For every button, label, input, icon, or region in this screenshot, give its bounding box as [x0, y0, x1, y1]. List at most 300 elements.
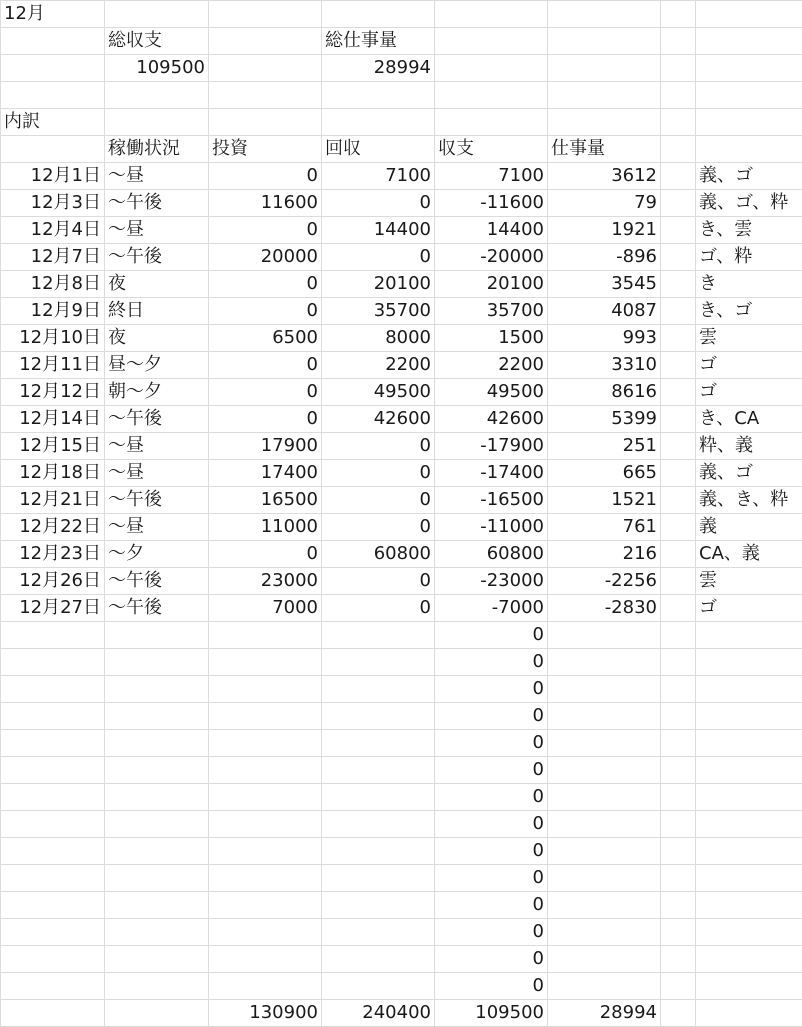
- empty-cell[interactable]: [548, 109, 661, 136]
- empty-cell[interactable]: [696, 82, 802, 109]
- empty-cell[interactable]: [696, 55, 802, 82]
- empty-cell[interactable]: [1, 649, 105, 676]
- note-cell[interactable]: き: [696, 271, 802, 298]
- empty-cell[interactable]: [209, 28, 322, 55]
- empty-cell[interactable]: [1, 622, 105, 649]
- empty-cell[interactable]: [661, 730, 696, 757]
- empty-cell[interactable]: [548, 892, 661, 919]
- empty-cell[interactable]: [696, 703, 802, 730]
- empty-cell[interactable]: [548, 838, 661, 865]
- note-cell[interactable]: ゴ: [696, 379, 802, 406]
- empty-cell[interactable]: [696, 676, 802, 703]
- date-cell[interactable]: 12月12日: [1, 379, 105, 406]
- empty-cell[interactable]: [661, 298, 696, 325]
- empty-cell[interactable]: [209, 784, 322, 811]
- empty-cell[interactable]: [105, 649, 209, 676]
- empty-cell[interactable]: [105, 757, 209, 784]
- empty-cell[interactable]: [661, 487, 696, 514]
- balance-cell[interactable]: 49500: [435, 379, 548, 406]
- recovery-cell[interactable]: 60800: [322, 541, 435, 568]
- empty-cell[interactable]: [548, 811, 661, 838]
- empty-cell[interactable]: [105, 838, 209, 865]
- empty-cell[interactable]: [661, 406, 696, 433]
- work-cell[interactable]: -2256: [548, 568, 661, 595]
- investment-cell[interactable]: 11600: [209, 190, 322, 217]
- empty-cell[interactable]: [661, 271, 696, 298]
- empty-cell[interactable]: [661, 460, 696, 487]
- empty-cell[interactable]: [209, 730, 322, 757]
- balance-cell[interactable]: 0: [435, 757, 548, 784]
- note-cell[interactable]: き、ゴ: [696, 298, 802, 325]
- investment-cell[interactable]: 17900: [209, 433, 322, 460]
- empty-cell[interactable]: [105, 82, 209, 109]
- empty-cell[interactable]: [696, 919, 802, 946]
- status-cell[interactable]: 昼〜夕: [105, 352, 209, 379]
- status-cell[interactable]: 夜: [105, 271, 209, 298]
- date-cell[interactable]: 12月7日: [1, 244, 105, 271]
- investment-cell[interactable]: 0: [209, 541, 322, 568]
- balance-cell[interactable]: 0: [435, 811, 548, 838]
- work-cell[interactable]: -2830: [548, 595, 661, 622]
- status-cell[interactable]: 〜昼: [105, 514, 209, 541]
- empty-cell[interactable]: [661, 595, 696, 622]
- empty-cell[interactable]: [696, 649, 802, 676]
- date-cell[interactable]: 12月1日: [1, 163, 105, 190]
- balance-cell[interactable]: 0: [435, 892, 548, 919]
- investment-cell[interactable]: 20000: [209, 244, 322, 271]
- note-cell[interactable]: 義、ゴ、粋: [696, 190, 802, 217]
- investment-cell[interactable]: 0: [209, 217, 322, 244]
- balance-cell[interactable]: 0: [435, 622, 548, 649]
- balance-cell[interactable]: -11000: [435, 514, 548, 541]
- empty-cell[interactable]: [696, 946, 802, 973]
- investment-cell[interactable]: 0: [209, 298, 322, 325]
- empty-cell[interactable]: [696, 757, 802, 784]
- balance-cell[interactable]: 1500: [435, 325, 548, 352]
- total-work-cell[interactable]: 28994: [548, 1000, 661, 1027]
- balance-cell[interactable]: 0: [435, 784, 548, 811]
- date-cell[interactable]: 12月14日: [1, 406, 105, 433]
- balance-cell[interactable]: 14400: [435, 217, 548, 244]
- work-cell[interactable]: 3612: [548, 163, 661, 190]
- empty-cell[interactable]: [105, 1000, 209, 1027]
- balance-cell[interactable]: -20000: [435, 244, 548, 271]
- work-cell[interactable]: 1521: [548, 487, 661, 514]
- empty-cell[interactable]: [1, 1000, 105, 1027]
- balance-cell[interactable]: 42600: [435, 406, 548, 433]
- empty-cell[interactable]: [1, 757, 105, 784]
- empty-cell[interactable]: [1, 55, 105, 82]
- empty-cell[interactable]: [661, 1000, 696, 1027]
- empty-cell[interactable]: [322, 865, 435, 892]
- empty-cell[interactable]: [1, 838, 105, 865]
- empty-cell[interactable]: [435, 55, 548, 82]
- empty-cell[interactable]: [548, 865, 661, 892]
- empty-cell[interactable]: [661, 676, 696, 703]
- status-cell[interactable]: 〜午後: [105, 568, 209, 595]
- empty-cell[interactable]: [1, 973, 105, 1000]
- work-cell[interactable]: 216: [548, 541, 661, 568]
- empty-cell[interactable]: [435, 28, 548, 55]
- work-cell[interactable]: 1921: [548, 217, 661, 244]
- recovery-cell[interactable]: 14400: [322, 217, 435, 244]
- empty-cell[interactable]: [435, 109, 548, 136]
- date-cell[interactable]: 12月10日: [1, 325, 105, 352]
- empty-cell[interactable]: [1, 811, 105, 838]
- empty-cell[interactable]: [696, 973, 802, 1000]
- month-cell[interactable]: 12月: [1, 1, 105, 28]
- empty-cell[interactable]: [105, 784, 209, 811]
- empty-cell[interactable]: [548, 55, 661, 82]
- empty-cell[interactable]: [696, 109, 802, 136]
- empty-cell[interactable]: [105, 622, 209, 649]
- empty-cell[interactable]: [105, 109, 209, 136]
- empty-cell[interactable]: [209, 82, 322, 109]
- empty-cell[interactable]: [661, 892, 696, 919]
- empty-cell[interactable]: [548, 649, 661, 676]
- status-cell[interactable]: 朝〜夕: [105, 379, 209, 406]
- empty-cell[interactable]: [661, 946, 696, 973]
- empty-cell[interactable]: [696, 1, 802, 28]
- empty-cell[interactable]: [105, 892, 209, 919]
- recovery-cell[interactable]: 7100: [322, 163, 435, 190]
- empty-cell[interactable]: [661, 838, 696, 865]
- empty-cell[interactable]: [1, 28, 105, 55]
- empty-cell[interactable]: [548, 676, 661, 703]
- empty-cell[interactable]: [661, 163, 696, 190]
- empty-cell[interactable]: [1, 946, 105, 973]
- empty-cell[interactable]: [322, 109, 435, 136]
- empty-cell[interactable]: [1, 703, 105, 730]
- empty-cell[interactable]: [105, 1, 209, 28]
- work-cell[interactable]: 79: [548, 190, 661, 217]
- total-income-value[interactable]: 109500: [105, 55, 209, 82]
- work-cell[interactable]: 8616: [548, 379, 661, 406]
- balance-cell[interactable]: -17900: [435, 433, 548, 460]
- empty-cell[interactable]: [661, 325, 696, 352]
- empty-cell[interactable]: [435, 1, 548, 28]
- empty-cell[interactable]: [661, 622, 696, 649]
- empty-cell[interactable]: [322, 919, 435, 946]
- empty-cell[interactable]: [322, 892, 435, 919]
- date-cell[interactable]: 12月3日: [1, 190, 105, 217]
- empty-cell[interactable]: [209, 919, 322, 946]
- empty-cell[interactable]: [209, 1, 322, 28]
- empty-cell[interactable]: [209, 946, 322, 973]
- empty-cell[interactable]: [548, 973, 661, 1000]
- empty-cell[interactable]: [661, 568, 696, 595]
- empty-cell[interactable]: [548, 1, 661, 28]
- work-cell[interactable]: 993: [548, 325, 661, 352]
- empty-cell[interactable]: [322, 676, 435, 703]
- balance-cell[interactable]: 0: [435, 730, 548, 757]
- empty-cell[interactable]: [209, 892, 322, 919]
- empty-cell[interactable]: [661, 217, 696, 244]
- empty-cell[interactable]: [548, 730, 661, 757]
- recovery-cell[interactable]: 8000: [322, 325, 435, 352]
- empty-cell[interactable]: [322, 622, 435, 649]
- note-cell[interactable]: CA、義: [696, 541, 802, 568]
- empty-cell[interactable]: [661, 352, 696, 379]
- empty-cell[interactable]: [322, 82, 435, 109]
- empty-cell[interactable]: [209, 55, 322, 82]
- date-cell[interactable]: 12月22日: [1, 514, 105, 541]
- date-cell[interactable]: 12月8日: [1, 271, 105, 298]
- empty-cell[interactable]: [661, 649, 696, 676]
- empty-cell[interactable]: [661, 541, 696, 568]
- date-cell[interactable]: 12月21日: [1, 487, 105, 514]
- empty-cell[interactable]: [1, 865, 105, 892]
- empty-cell[interactable]: [209, 109, 322, 136]
- status-cell[interactable]: 〜午後: [105, 595, 209, 622]
- empty-cell[interactable]: [661, 55, 696, 82]
- empty-cell[interactable]: [661, 136, 696, 163]
- empty-cell[interactable]: [209, 811, 322, 838]
- investment-cell[interactable]: 0: [209, 163, 322, 190]
- empty-cell[interactable]: [696, 730, 802, 757]
- balance-cell[interactable]: 7100: [435, 163, 548, 190]
- investment-cell[interactable]: 6500: [209, 325, 322, 352]
- empty-cell[interactable]: [696, 28, 802, 55]
- empty-cell[interactable]: [322, 946, 435, 973]
- balance-cell[interactable]: -17400: [435, 460, 548, 487]
- balance-cell[interactable]: 20100: [435, 271, 548, 298]
- empty-cell[interactable]: [661, 28, 696, 55]
- investment-cell[interactable]: 7000: [209, 595, 322, 622]
- date-cell[interactable]: 12月15日: [1, 433, 105, 460]
- empty-cell[interactable]: [105, 973, 209, 1000]
- date-cell[interactable]: 12月23日: [1, 541, 105, 568]
- note-cell[interactable]: き、CA: [696, 406, 802, 433]
- recovery-cell[interactable]: 2200: [322, 352, 435, 379]
- empty-cell[interactable]: [105, 703, 209, 730]
- date-cell[interactable]: 12月4日: [1, 217, 105, 244]
- empty-cell[interactable]: [548, 28, 661, 55]
- empty-cell[interactable]: [209, 757, 322, 784]
- recovery-cell[interactable]: 0: [322, 514, 435, 541]
- header-balance[interactable]: 収支: [435, 136, 548, 163]
- empty-cell[interactable]: [322, 784, 435, 811]
- balance-cell[interactable]: -7000: [435, 595, 548, 622]
- empty-cell[interactable]: [322, 757, 435, 784]
- empty-cell[interactable]: [696, 784, 802, 811]
- note-cell[interactable]: 粋、義: [696, 433, 802, 460]
- empty-cell[interactable]: [696, 136, 802, 163]
- investment-cell[interactable]: 11000: [209, 514, 322, 541]
- date-cell[interactable]: 12月18日: [1, 460, 105, 487]
- balance-cell[interactable]: 60800: [435, 541, 548, 568]
- recovery-cell[interactable]: 20100: [322, 271, 435, 298]
- header-recovery[interactable]: 回収: [322, 136, 435, 163]
- status-cell[interactable]: 〜昼: [105, 163, 209, 190]
- status-cell[interactable]: 夜: [105, 325, 209, 352]
- empty-cell[interactable]: [322, 730, 435, 757]
- total-work-label[interactable]: 総仕事量: [322, 28, 435, 55]
- work-cell[interactable]: 4087: [548, 298, 661, 325]
- status-cell[interactable]: 終日: [105, 298, 209, 325]
- empty-cell[interactable]: [548, 703, 661, 730]
- work-cell[interactable]: 5399: [548, 406, 661, 433]
- status-cell[interactable]: 〜昼: [105, 217, 209, 244]
- investment-cell[interactable]: 23000: [209, 568, 322, 595]
- empty-cell[interactable]: [548, 784, 661, 811]
- empty-cell[interactable]: [1, 82, 105, 109]
- empty-cell[interactable]: [105, 919, 209, 946]
- balance-cell[interactable]: 2200: [435, 352, 548, 379]
- balance-cell[interactable]: -16500: [435, 487, 548, 514]
- status-cell[interactable]: 〜午後: [105, 190, 209, 217]
- empty-cell[interactable]: [661, 1, 696, 28]
- total-balance-cell[interactable]: 109500: [435, 1000, 548, 1027]
- date-cell[interactable]: 12月11日: [1, 352, 105, 379]
- empty-cell[interactable]: [661, 190, 696, 217]
- empty-cell[interactable]: [661, 514, 696, 541]
- note-cell[interactable]: 義、き、粋: [696, 487, 802, 514]
- recovery-cell[interactable]: 0: [322, 433, 435, 460]
- empty-cell[interactable]: [696, 622, 802, 649]
- header-investment[interactable]: 投資: [209, 136, 322, 163]
- recovery-cell[interactable]: 49500: [322, 379, 435, 406]
- empty-cell[interactable]: [696, 865, 802, 892]
- balance-cell[interactable]: 0: [435, 649, 548, 676]
- empty-cell[interactable]: [1, 136, 105, 163]
- empty-cell[interactable]: [209, 622, 322, 649]
- header-work[interactable]: 仕事量: [548, 136, 661, 163]
- empty-cell[interactable]: [1, 730, 105, 757]
- empty-cell[interactable]: [661, 784, 696, 811]
- empty-cell[interactable]: [105, 811, 209, 838]
- total-investment-cell[interactable]: 130900: [209, 1000, 322, 1027]
- empty-cell[interactable]: [105, 676, 209, 703]
- total-income-label[interactable]: 総収支: [105, 28, 209, 55]
- empty-cell[interactable]: [661, 433, 696, 460]
- note-cell[interactable]: 雲: [696, 325, 802, 352]
- empty-cell[interactable]: [661, 703, 696, 730]
- date-cell[interactable]: 12月9日: [1, 298, 105, 325]
- empty-cell[interactable]: [322, 973, 435, 1000]
- empty-cell[interactable]: [209, 703, 322, 730]
- empty-cell[interactable]: [322, 1, 435, 28]
- empty-cell[interactable]: [1, 784, 105, 811]
- investment-cell[interactable]: 0: [209, 352, 322, 379]
- date-cell[interactable]: 12月26日: [1, 568, 105, 595]
- investment-cell[interactable]: 0: [209, 379, 322, 406]
- empty-cell[interactable]: [661, 244, 696, 271]
- balance-cell[interactable]: 0: [435, 676, 548, 703]
- work-cell[interactable]: 251: [548, 433, 661, 460]
- note-cell[interactable]: ゴ: [696, 352, 802, 379]
- note-cell[interactable]: き、雲: [696, 217, 802, 244]
- status-cell[interactable]: 〜午後: [105, 487, 209, 514]
- investment-cell[interactable]: 0: [209, 271, 322, 298]
- empty-cell[interactable]: [696, 811, 802, 838]
- work-cell[interactable]: 3310: [548, 352, 661, 379]
- empty-cell[interactable]: [209, 838, 322, 865]
- header-status[interactable]: 稼働状況: [105, 136, 209, 163]
- work-cell[interactable]: 3545: [548, 271, 661, 298]
- empty-cell[interactable]: [548, 946, 661, 973]
- empty-cell[interactable]: [105, 865, 209, 892]
- empty-cell[interactable]: [209, 649, 322, 676]
- total-recovery-cell[interactable]: 240400: [322, 1000, 435, 1027]
- empty-cell[interactable]: [548, 757, 661, 784]
- empty-cell[interactable]: [105, 946, 209, 973]
- empty-cell[interactable]: [548, 622, 661, 649]
- balance-cell[interactable]: -23000: [435, 568, 548, 595]
- empty-cell[interactable]: [322, 838, 435, 865]
- empty-cell[interactable]: [661, 919, 696, 946]
- breakdown-title-cell[interactable]: 内訳: [1, 109, 105, 136]
- recovery-cell[interactable]: 42600: [322, 406, 435, 433]
- empty-cell[interactable]: [548, 82, 661, 109]
- empty-cell[interactable]: [322, 649, 435, 676]
- empty-cell[interactable]: [696, 892, 802, 919]
- balance-cell[interactable]: 0: [435, 919, 548, 946]
- recovery-cell[interactable]: 0: [322, 568, 435, 595]
- recovery-cell[interactable]: 0: [322, 244, 435, 271]
- status-cell[interactable]: 〜午後: [105, 244, 209, 271]
- status-cell[interactable]: 〜昼: [105, 433, 209, 460]
- empty-cell[interactable]: [322, 703, 435, 730]
- empty-cell[interactable]: [661, 379, 696, 406]
- empty-cell[interactable]: [661, 82, 696, 109]
- empty-cell[interactable]: [1, 919, 105, 946]
- recovery-cell[interactable]: 0: [322, 190, 435, 217]
- empty-cell[interactable]: [696, 838, 802, 865]
- empty-cell[interactable]: [661, 109, 696, 136]
- empty-cell[interactable]: [661, 811, 696, 838]
- note-cell[interactable]: ゴ、粋: [696, 244, 802, 271]
- empty-cell[interactable]: [209, 865, 322, 892]
- empty-cell[interactable]: [209, 676, 322, 703]
- empty-cell[interactable]: [1, 676, 105, 703]
- status-cell[interactable]: 〜午後: [105, 406, 209, 433]
- empty-cell[interactable]: [696, 1000, 802, 1027]
- work-cell[interactable]: 761: [548, 514, 661, 541]
- balance-cell[interactable]: 35700: [435, 298, 548, 325]
- recovery-cell[interactable]: 0: [322, 487, 435, 514]
- empty-cell[interactable]: [661, 757, 696, 784]
- status-cell[interactable]: 〜昼: [105, 460, 209, 487]
- empty-cell[interactable]: [1, 892, 105, 919]
- balance-cell[interactable]: 0: [435, 838, 548, 865]
- total-work-value[interactable]: 28994: [322, 55, 435, 82]
- note-cell[interactable]: ゴ: [696, 595, 802, 622]
- note-cell[interactable]: 義、ゴ: [696, 460, 802, 487]
- empty-cell[interactable]: [661, 973, 696, 1000]
- work-cell[interactable]: 665: [548, 460, 661, 487]
- balance-cell[interactable]: 0: [435, 865, 548, 892]
- empty-cell[interactable]: [435, 82, 548, 109]
- investment-cell[interactable]: 17400: [209, 460, 322, 487]
- empty-cell[interactable]: [322, 811, 435, 838]
- recovery-cell[interactable]: 0: [322, 460, 435, 487]
- investment-cell[interactable]: 0: [209, 406, 322, 433]
- note-cell[interactable]: 義、ゴ: [696, 163, 802, 190]
- note-cell[interactable]: 義: [696, 514, 802, 541]
- recovery-cell[interactable]: 0: [322, 595, 435, 622]
- note-cell[interactable]: 雲: [696, 568, 802, 595]
- empty-cell[interactable]: [105, 730, 209, 757]
- status-cell[interactable]: 〜夕: [105, 541, 209, 568]
- empty-cell[interactable]: [661, 865, 696, 892]
- balance-cell[interactable]: 0: [435, 703, 548, 730]
- balance-cell[interactable]: 0: [435, 946, 548, 973]
- balance-cell[interactable]: -11600: [435, 190, 548, 217]
- date-cell[interactable]: 12月27日: [1, 595, 105, 622]
- investment-cell[interactable]: 16500: [209, 487, 322, 514]
- work-cell[interactable]: -896: [548, 244, 661, 271]
